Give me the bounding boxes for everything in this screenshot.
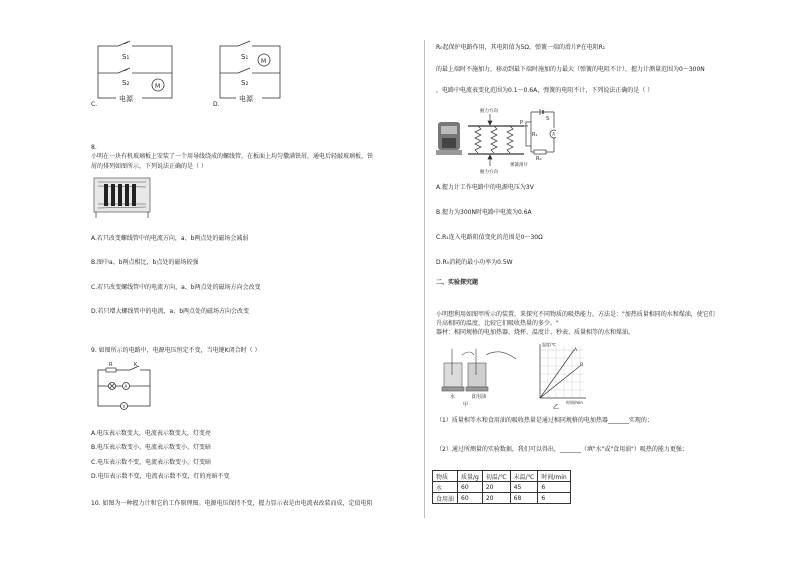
option-c-label: C.: [91, 101, 98, 108]
switch-s2-label: S₂: [122, 79, 130, 87]
question-9-circuit: [92, 360, 158, 412]
table-cell: 6: [538, 493, 570, 504]
table-cell: 68: [510, 493, 538, 504]
grip-direction-bottom-label: 握力方向: [480, 170, 498, 175]
grip-direction-top-label: 握力方向: [480, 109, 498, 114]
table-row: [433, 482, 571, 493]
figure-jia-label: 甲: [463, 402, 469, 407]
section-heading-experiments: 二、实验探究题: [436, 279, 479, 286]
circuit-diagram-c: [90, 40, 180, 105]
sub-question-1: （1）质量相等水和食用油的吸收热量是通过相同规格的电加热器_______实现的；: [436, 417, 653, 424]
solenoid-iron-filings-figure: [92, 174, 154, 220]
beaker-water-label: 水: [450, 394, 456, 400]
experiment-line-3: 器材：相同规格的电加热器、烧杯、温度计、秒表、质量相等的水和煤油。: [436, 329, 635, 336]
source-label: 电源: [119, 95, 133, 103]
table-header-cell: 时间/min: [538, 471, 570, 482]
experiment-line-2: 升高相同的温度，比较它们吸收热量的多少。": [436, 320, 559, 327]
resistor-r0-label: R₀: [536, 156, 542, 162]
column-divider: [424, 40, 425, 518]
question-8-option-b: B.图中a、b两点相比，b点处的磁场较强: [91, 259, 199, 266]
question-8-option-d: D.若只增大螺线管中的电流，a、b两点处的磁场方向会改变: [91, 308, 250, 315]
beaker-oil-label: 食用油: [471, 394, 487, 400]
table-row: [433, 493, 571, 504]
table-header-cell: 质量/g: [458, 471, 483, 482]
question-9-option-a: A.电压表示数变大，电流表示数变大，灯变亮: [91, 430, 211, 437]
sub-question-2: （2）通过所测量的实验数据，我们可以得出，_______（填"水"或"食用油"）吸热的能力更强；: [436, 446, 688, 453]
question-8-number: 8.: [91, 144, 97, 151]
beakers-figure: [438, 345, 528, 407]
resistor-r1-label: R₁: [532, 132, 538, 138]
voltmeter-label: V: [122, 404, 126, 409]
table-cell: 60: [458, 482, 483, 493]
ammeter-a-label: A: [552, 131, 555, 137]
motor-label: M: [261, 58, 267, 65]
q10-continued-line-2: 的最上端时不施加力，移动到最下端时施加的力最大（弹簧的电阻不计），握力计测量范围为0～300N: [436, 66, 705, 73]
question-9-stem: 9. 如图所示的电路中，电源电压恒定不变，当电键K闭合时（ ）: [91, 347, 261, 354]
graph-y-axis-label: 温度/℃: [542, 342, 556, 347]
q10-option-d: D.R₀消耗的最小功率为0.5W: [436, 259, 513, 266]
q10-continued-line-1: R₀起保护电路作用，其电阻值为5Ω，弹簧一端的滑片P在电阻R₁: [436, 44, 606, 51]
slider-p-label: P: [520, 120, 524, 126]
graph-line-a-label: A: [574, 348, 578, 353]
table-header-cell: 初温/℃: [482, 471, 510, 482]
temperature-time-graph: [530, 340, 592, 410]
data-table: [432, 470, 571, 504]
option-d-label: D.: [213, 101, 220, 108]
motor-label: M: [155, 83, 161, 90]
question-9-option-d: D.电压表示数不变，电流表示数不变，灯的亮暗不变: [91, 473, 230, 480]
graph-x-axis-label: 时间/min: [566, 400, 583, 405]
q10-continued-line-3: ，电路中电流表变化范围为0.1～0.6A，弹簧的电阻不计，下列说法正确的是（ ）: [436, 87, 654, 94]
table-cell: 45: [510, 482, 538, 493]
grip-mechanism-diagram: [464, 106, 556, 176]
experiment-line-1: 小明想利用如图甲所示的装置，来探究不同物质的吸热能力，方法是："加热质量相同的水和煤油，使它们: [436, 311, 715, 318]
question-8-option-a: A.若只改变螺线管中的电流方向，a、b两点处的磁场会减弱: [91, 235, 249, 242]
graph-line-b-label: B: [580, 363, 584, 368]
figure-yi-label: 乙: [553, 404, 560, 411]
question-8-line-1: 小明在一块有机玻璃板上安装了一个用导线绕成的螺线管，在板面上均匀撒满铁屑，通电后轻敲玻璃板，铁: [91, 153, 374, 160]
question-8-line-2: 屑的排列如图所示，下列说法正确的是（ ）: [91, 163, 207, 170]
switch-s1-label: S₁: [122, 53, 130, 61]
table-header-cell: 末温/℃: [510, 471, 538, 482]
key-k-label: K: [134, 362, 138, 368]
table-cell: 20: [482, 493, 510, 504]
switch-s-label: S: [546, 116, 550, 122]
q10-option-a: A.握力计工作电路中的电源电压为3V: [436, 184, 534, 191]
spring-slider-label: 弹簧滑片: [510, 163, 528, 168]
question-9-option-c: C.电压表示数不变，电流表示数变小，灯变暗: [91, 459, 212, 466]
table-header-row: [433, 471, 571, 482]
resistor-r-label: R: [109, 362, 113, 368]
question-10-stem: 10. 如图为一种握力计和它的工作原理图。电源电压保持不变，握力显示表是由电流表改装而成，定值电阻: [91, 500, 373, 507]
table-header-cell: 物质: [433, 471, 458, 482]
grip-device-photo: [436, 116, 464, 156]
table-cell: 60: [458, 493, 483, 504]
ammeter-label: A: [124, 384, 128, 389]
question-9-option-b: B.电压表示数变小，电流表示数变小，灯变暗: [91, 444, 212, 451]
table-cell: 20: [482, 482, 510, 493]
q10-option-c: C.R₁连入电路阻值变化的范围是0～30Ω: [436, 234, 543, 241]
circuit-diagram-d: [212, 40, 302, 105]
table-cell: 食用油: [433, 493, 458, 504]
table-cell: 水: [433, 482, 458, 493]
question-8-option-c: C.若只改变螺线管中的电流方向，a、b两点处的磁场方向会改变: [91, 284, 261, 291]
source-label: 电源: [239, 95, 253, 103]
table-cell: 6: [538, 482, 570, 493]
switch-s2-label: S₂: [241, 79, 249, 87]
q10-option-b: B.握力为300N时电路中电流为0.6A: [436, 209, 532, 216]
switch-s1-label: S₁: [241, 53, 249, 61]
